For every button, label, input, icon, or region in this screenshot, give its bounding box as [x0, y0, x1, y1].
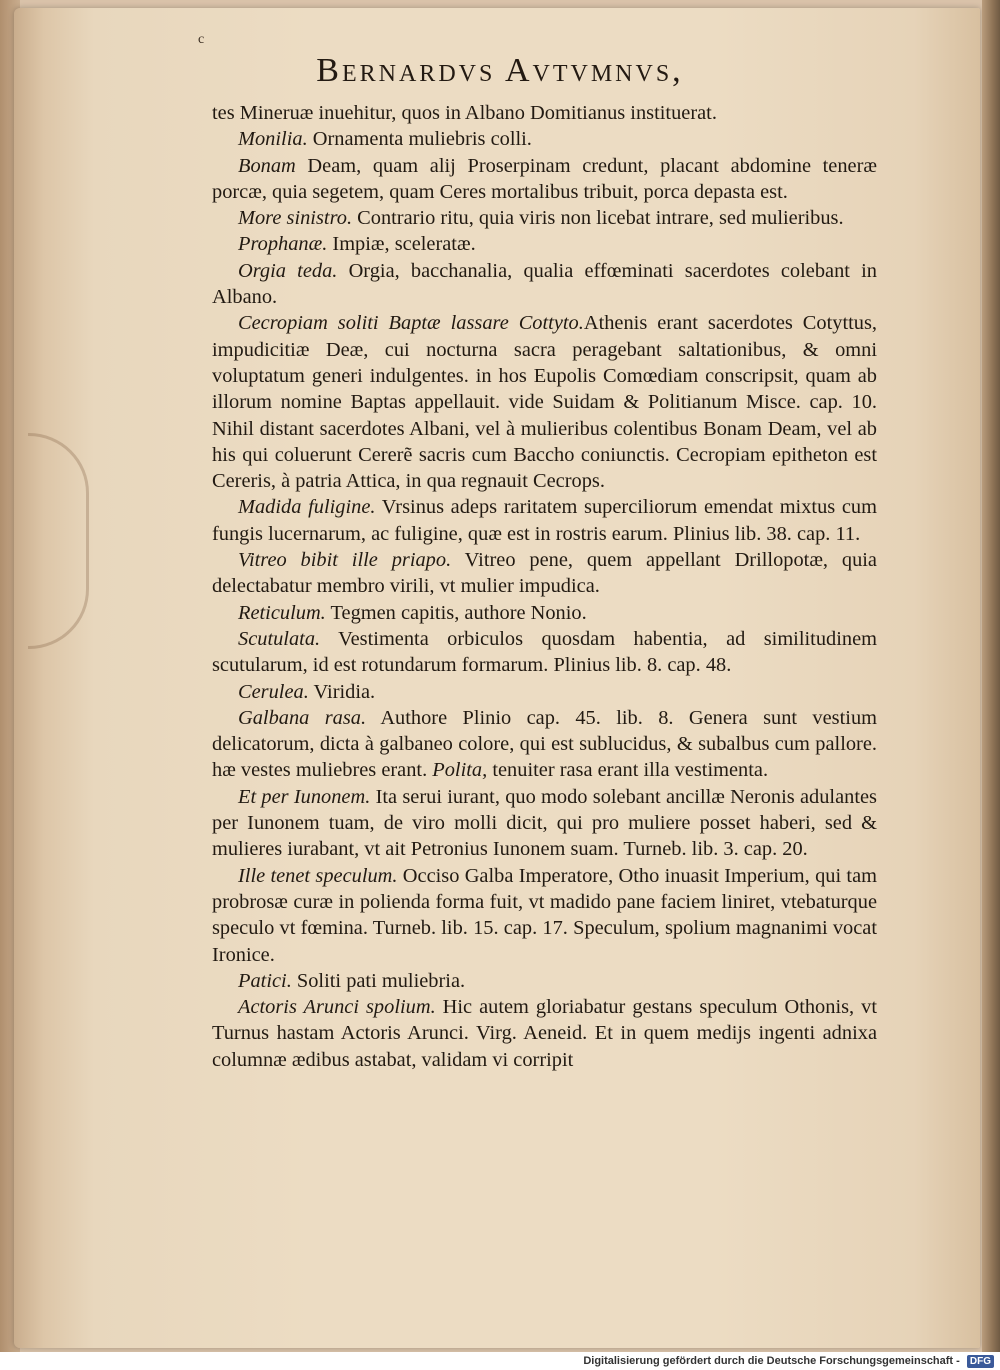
gloss: Vitreo pene, quem appellant Drillopotæ, quia delectabatur membro virili, vt mulier impudica.: [212, 549, 877, 598]
entry: [212, 968, 877, 994]
gloss: Viridia.: [308, 680, 376, 703]
entry: [212, 705, 877, 784]
entry: [212, 126, 877, 152]
lemma: Prophanæ.: [238, 233, 328, 256]
gloss: Impiæ, sceleratæ.: [327, 233, 476, 256]
lemma: Patici.: [238, 969, 292, 992]
entry: [212, 231, 877, 257]
lemma: Polita,: [432, 759, 488, 782]
lemma: Cerulea.: [238, 680, 309, 703]
gloss: Authore Plinio cap. 45. lib. 8. Genera sunt vestium delicatorum, dicta à galbaneo colore, qui est sublucidus, & subalbus cum pallore. hæ vestes muliebres erant.: [212, 706, 877, 782]
entry: [212, 494, 877, 547]
lemma: Madida fuligine.: [238, 496, 376, 519]
lemma: Actoris Arunci spolium.: [238, 996, 436, 1019]
entry: [212, 310, 877, 494]
lemma: Monilia.: [238, 128, 308, 151]
gloss: Occiso Galba Imperatore, Otho inuasit Imperium, qui tam probrosæ curæ in polienda forma fuit, vt madido pane faciem liniret, vtebaturque speculo vt fœmina. Turneb. lib. 15. cap. 17. Speculum, spolium magnanimi vocat Ironice.: [212, 864, 877, 966]
entry: [212, 863, 877, 968]
commentary-text: [212, 100, 877, 1073]
gloss: Soliti pati muliebria.: [291, 969, 466, 992]
gloss: Vestimenta orbiculos quosdam habentia, ad similitudinem scutularum, id est rotundarum formarum. Plinius lib. 8. cap. 48.: [212, 627, 877, 677]
digitization-credit-bar: [0, 1352, 1000, 1370]
entry: [212, 626, 877, 679]
corner-mark: c: [198, 32, 205, 47]
lemma: Scutulata.: [238, 627, 321, 650]
entry: [212, 994, 877, 1073]
gloss: Athenis erant sacerdotes Cotyttus, impudicitiæ Deæ, cui nocturna sacra peragebant saltationibus, & omni voluptatum generi indulgentes. in hos Eupolis Comœdiam conscripsit, quam ab illorum nomine Baptas appellauit. vide Suidam & Politianum Misce. cap. 10. Nihil distant sacerdotes Albani, vel à mulieribus colentibus Bonam Deam, vel ab his qui coluerunt Cererẽ sacris cum Baccho coniunctis. Cecropiam epitheton est Cereris, à patria Attica, in qua regnauit Cecrops.: [212, 312, 877, 493]
gloss: tenuiter rasa erant illa vestimenta.: [487, 759, 769, 782]
running-header: Bernardvs Avtvmnvs,: [316, 52, 684, 89]
lemma: Vitreo bibit ille priapo.: [238, 549, 452, 572]
page-fold-shadow: [28, 433, 89, 649]
gloss: Vrsinus adeps raritatem superciliorum emendat mixtus cum fungis lucernarum, ac fuligine, quæ est in rostris earum. Plinius lib. 38. cap. 11.: [212, 496, 877, 545]
text-line: tes Mineruæ inuehitur, quos in Albano Domitianus instituerat.: [212, 102, 717, 124]
lemma: More sinistro.: [238, 207, 353, 230]
dfg-logo: DFG: [967, 1355, 994, 1368]
lemma: Ille tenet speculum.: [238, 864, 398, 887]
gloss: Orgia, bacchanalia, qualia effœminati sacerdotes colebant in Albano.: [212, 259, 877, 309]
entry: [212, 547, 877, 600]
gloss: Ornamenta muliebris colli.: [307, 128, 532, 151]
gloss: Ita serui iurant, quo modo solebant ancillæ Neronis adulantes per Iunonem tuam, de viro molli dicit, qui pro muliere posset haberi, sed & mulieres iurabant, vt ait Petronius Iunonem suam. Turneb. lib. 3. cap. 20.: [212, 785, 877, 861]
lemma: Reticulum.: [238, 601, 326, 624]
credit-text: Digitalisierung gefördert durch die Deutsche Forschungsgemeinschaft -: [583, 1355, 960, 1367]
gloss: Contrario ritu, quia viris non licebat intrare, sed mulieribus.: [352, 207, 844, 230]
entry: [212, 600, 877, 626]
lemma: Orgia teda.: [238, 259, 338, 282]
lemma: Cecropiam soliti Baptæ lassare Cottyto.: [238, 312, 584, 335]
lemma: Galbana rasa.: [238, 706, 367, 729]
lemma: Bonam: [238, 154, 296, 177]
entry: [212, 679, 877, 705]
gloss: Hic autem gloriabatur gestans speculum Othonis, vt Turnus hastam Actoris Arunci. Virg. Aeneid. Et in quem medijs ingenti adnixa columnæ ædibus astabat, validam vi corripit: [212, 996, 877, 1071]
gloss: Tegmen capitis, authore Nonio.: [325, 601, 587, 624]
entry: [212, 784, 877, 863]
lemma: Et per Iunonem.: [238, 785, 371, 808]
entry: [212, 205, 877, 231]
entry: [212, 153, 877, 206]
gloss: Deam, quam alij Proserpinam credunt, placant abdomine teneræ porcæ, quia segetem, quam Ceres mortalibus tribuit, porca depasta est.: [212, 154, 877, 203]
entry: [212, 258, 877, 311]
page-stack-edge: [982, 0, 1000, 1352]
